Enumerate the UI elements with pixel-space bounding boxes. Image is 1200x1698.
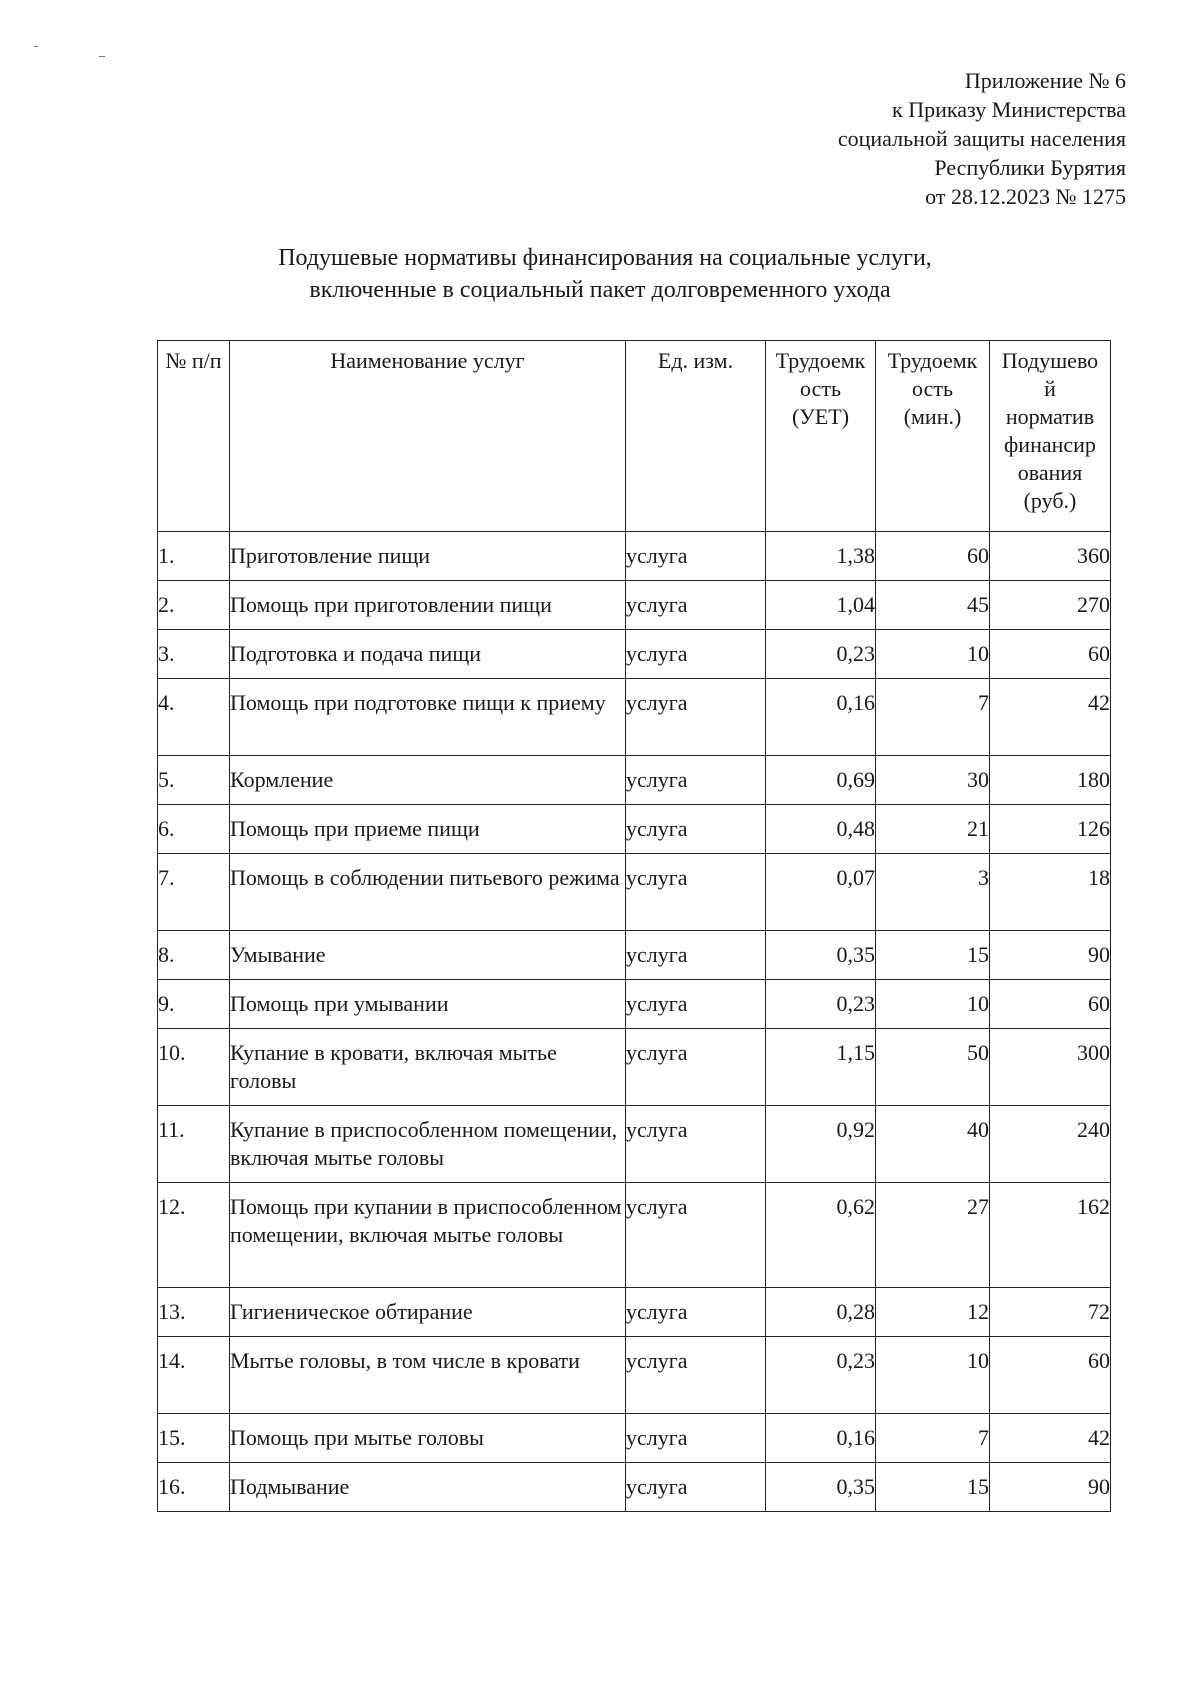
cell-minutes: 10 <box>876 630 990 679</box>
header-uet <box>766 341 876 532</box>
header-uet-line: (УЕТ) <box>791 404 850 429</box>
cell-minutes: 12 <box>876 1288 990 1337</box>
table-row <box>158 581 1111 630</box>
header-rub-line: норматив <box>1005 404 1095 429</box>
cell-unit: услуга <box>626 1106 766 1183</box>
cell-name: Подмывание <box>230 1463 626 1512</box>
cell-num: 3. <box>158 630 230 679</box>
cell-uet: 0,16 <box>766 1414 876 1463</box>
cell-unit: услуга <box>626 1414 766 1463</box>
cell-name: Кормление <box>230 756 626 805</box>
cell-name: Помощь при подготовке пищи к приему <box>230 679 626 756</box>
cell-rub: 240 <box>990 1106 1111 1183</box>
cell-num: 8. <box>158 931 230 980</box>
cell-uet: 1,04 <box>766 581 876 630</box>
cell-name: Умывание <box>230 931 626 980</box>
cell-uet: 1,15 <box>766 1029 876 1106</box>
cell-minutes: 15 <box>876 931 990 980</box>
cell-unit: услуга <box>626 805 766 854</box>
cell-minutes: 30 <box>876 756 990 805</box>
cell-minutes: 60 <box>876 532 990 581</box>
cell-uet: 0,92 <box>766 1106 876 1183</box>
cell-name: Купание в приспособленном помещении, включая мытье головы <box>230 1106 626 1183</box>
cell-uet: 0,69 <box>766 756 876 805</box>
cell-unit: услуга <box>626 931 766 980</box>
cell-minutes: 3 <box>876 854 990 931</box>
appendix-line: к Приказу Министерства <box>892 97 1126 122</box>
cell-rub: 126 <box>990 805 1111 854</box>
cell-name: Помощь при приготовлении пищи <box>230 581 626 630</box>
table-row <box>158 980 1111 1029</box>
cell-name: Купание в кровати, включая мытье головы <box>230 1029 626 1106</box>
cell-num: 14. <box>158 1337 230 1414</box>
header-num: № п/п <box>158 341 230 532</box>
cell-rub: 60 <box>990 980 1111 1029</box>
header-uet-line: Трудоемк <box>775 348 866 373</box>
cell-name: Помощь при приеме пищи <box>230 805 626 854</box>
cell-rub: 72 <box>990 1288 1111 1337</box>
cell-rub: 180 <box>990 756 1111 805</box>
cell-uet: 0,23 <box>766 1337 876 1414</box>
norms-table <box>157 340 1111 1512</box>
cell-num: 13. <box>158 1288 230 1337</box>
cell-name: Помощь при мытье головы <box>230 1414 626 1463</box>
appendix-line: от 28.12.2023 № 1275 <box>925 184 1126 209</box>
table-row <box>158 532 1111 581</box>
appendix-line: социальной защиты населения <box>837 126 1126 151</box>
header-rub-line: й <box>1044 376 1056 401</box>
cell-name: Помощь при купании в приспособленном помещении, включая мытье головы <box>230 1183 626 1288</box>
cell-num: 9. <box>158 980 230 1029</box>
cell-rub: 300 <box>990 1029 1111 1106</box>
table-row <box>158 1106 1111 1183</box>
table-row <box>158 854 1111 931</box>
table-row <box>158 756 1111 805</box>
cell-unit: услуга <box>626 679 766 756</box>
cell-minutes: 27 <box>876 1183 990 1288</box>
cell-unit: услуга <box>626 980 766 1029</box>
cell-uet: 0,62 <box>766 1183 876 1288</box>
scan-speck <box>99 56 105 57</box>
cell-name: Помощь в соблюдении питьевого режима <box>230 854 626 931</box>
cell-uet: 0,28 <box>766 1288 876 1337</box>
cell-num: 16. <box>158 1463 230 1512</box>
table-row <box>158 1463 1111 1512</box>
header-rub-line: финансир <box>1004 432 1096 457</box>
table-row <box>158 1288 1111 1337</box>
cell-unit: услуга <box>626 854 766 931</box>
cell-rub: 162 <box>990 1183 1111 1288</box>
cell-num: 15. <box>158 1414 230 1463</box>
header-rub-line: ования <box>1017 460 1083 485</box>
table-row <box>158 1029 1111 1106</box>
appendix-line: Приложение № 6 <box>964 68 1126 93</box>
cell-rub: 42 <box>990 679 1111 756</box>
table-row <box>158 679 1111 756</box>
header-rub <box>990 341 1111 532</box>
cell-num: 1. <box>158 532 230 581</box>
cell-num: 2. <box>158 581 230 630</box>
cell-num: 4. <box>158 679 230 756</box>
header-uet-line: ость <box>800 376 841 401</box>
cell-num: 10. <box>158 1029 230 1106</box>
header-minutes-line: Трудоемк <box>887 348 978 373</box>
cell-unit: услуга <box>626 1463 766 1512</box>
table-row <box>158 1337 1111 1414</box>
table-row <box>158 1183 1111 1288</box>
cell-rub: 270 <box>990 581 1111 630</box>
table-row <box>158 931 1111 980</box>
cell-unit: услуга <box>626 630 766 679</box>
header-minutes <box>876 341 990 532</box>
cell-minutes: 21 <box>876 805 990 854</box>
cell-uet: 1,38 <box>766 532 876 581</box>
cell-num: 11. <box>158 1106 230 1183</box>
cell-rub: 42 <box>990 1414 1111 1463</box>
cell-num: 7. <box>158 854 230 931</box>
cell-rub: 360 <box>990 532 1111 581</box>
cell-unit: услуга <box>626 756 766 805</box>
table-row <box>158 1414 1111 1463</box>
cell-minutes: 40 <box>876 1106 990 1183</box>
appendix-block <box>838 66 1126 211</box>
cell-rub: 60 <box>990 630 1111 679</box>
document-title-line: включенные в социальный пакет долговременного ухода <box>309 277 891 303</box>
cell-rub: 60 <box>990 1337 1111 1414</box>
cell-minutes: 10 <box>876 980 990 1029</box>
cell-uet: 0,23 <box>766 630 876 679</box>
cell-rub: 90 <box>990 931 1111 980</box>
cell-unit: услуга <box>626 532 766 581</box>
cell-uet: 0,16 <box>766 679 876 756</box>
cell-minutes: 45 <box>876 581 990 630</box>
cell-minutes: 10 <box>876 1337 990 1414</box>
header-rub-line: (руб.) <box>1023 488 1077 513</box>
header-minutes-line: (мин.) <box>903 404 962 429</box>
header-unit: Ед. изм. <box>626 341 766 532</box>
cell-num: 5. <box>158 756 230 805</box>
cell-name: Помощь при умывании <box>230 980 626 1029</box>
cell-minutes: 15 <box>876 1463 990 1512</box>
cell-uet: 0,35 <box>766 1463 876 1512</box>
document-title-line: Подушевые нормативы финансирования на социальные услуги, <box>278 245 932 271</box>
cell-rub: 18 <box>990 854 1111 931</box>
appendix-line: Республики Бурятия <box>934 155 1126 180</box>
table-header-row <box>158 341 1111 532</box>
header-rub-line: Подушево <box>1001 348 1099 373</box>
cell-name: Мытье головы, в том числе в кровати <box>230 1337 626 1414</box>
cell-num: 6. <box>158 805 230 854</box>
cell-unit: услуга <box>626 1288 766 1337</box>
scan-speck <box>34 46 38 47</box>
cell-rub: 90 <box>990 1463 1111 1512</box>
cell-name: Приготовление пищи <box>230 532 626 581</box>
document-title <box>0 242 1200 306</box>
cell-minutes: 7 <box>876 679 990 756</box>
cell-uet: 0,23 <box>766 980 876 1029</box>
cell-minutes: 7 <box>876 1414 990 1463</box>
cell-unit: услуга <box>626 1183 766 1288</box>
cell-unit: услуга <box>626 1337 766 1414</box>
cell-num: 12. <box>158 1183 230 1288</box>
cell-uet: 0,48 <box>766 805 876 854</box>
header-minutes-line: ость <box>912 376 953 401</box>
cell-name: Гигиеническое обтирание <box>230 1288 626 1337</box>
cell-minutes: 50 <box>876 1029 990 1106</box>
cell-uet: 0,07 <box>766 854 876 931</box>
cell-unit: услуга <box>626 1029 766 1106</box>
table-row <box>158 805 1111 854</box>
cell-unit: услуга <box>626 581 766 630</box>
cell-uet: 0,35 <box>766 931 876 980</box>
cell-name: Подготовка и подача пищи <box>230 630 626 679</box>
table-row <box>158 630 1111 679</box>
header-name: Наименование услуг <box>230 341 626 532</box>
